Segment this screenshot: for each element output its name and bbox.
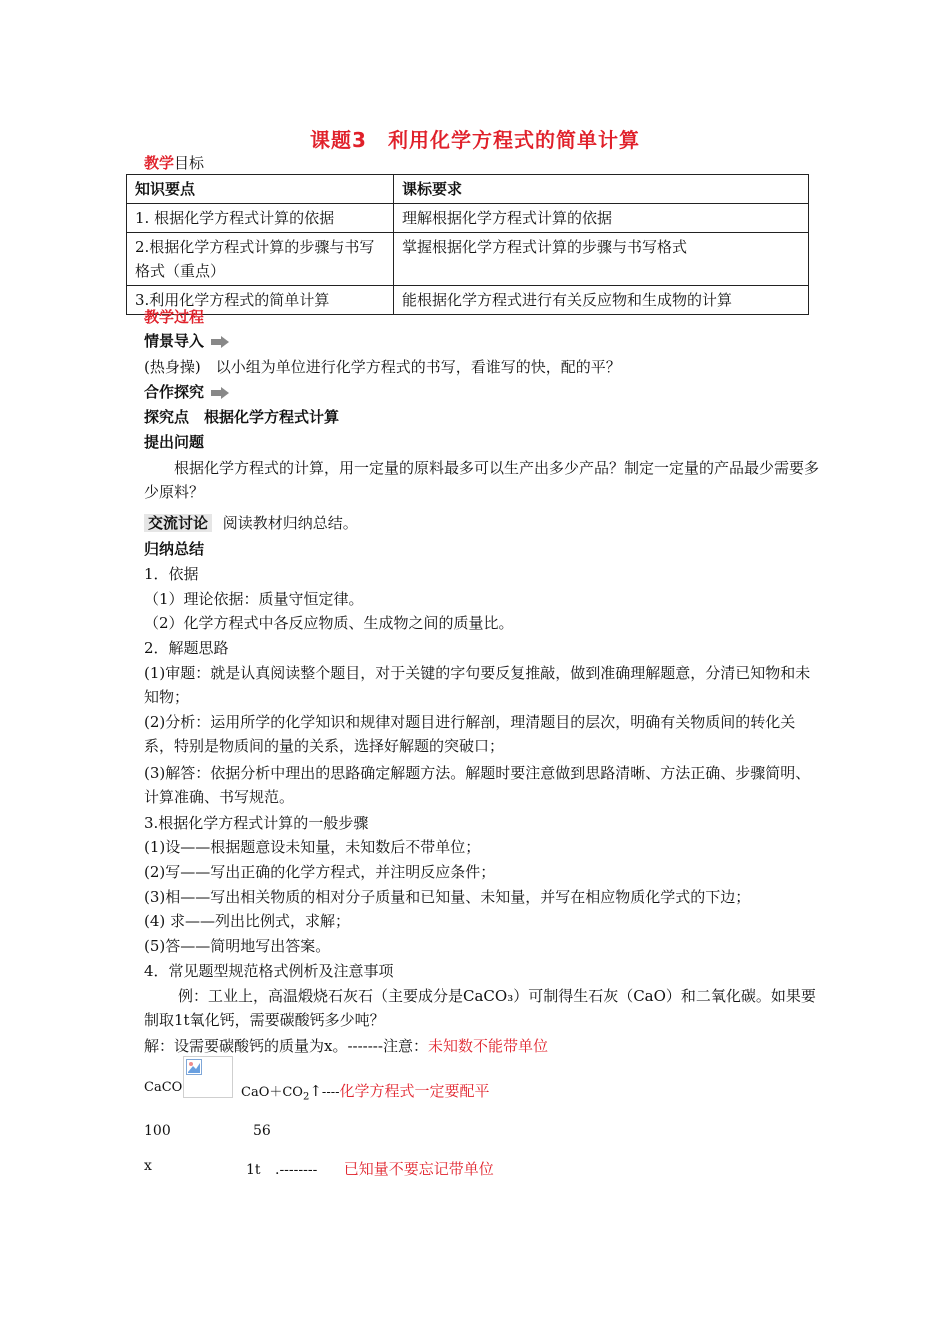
- equation-right: [241, 1080, 490, 1103]
- table-cell: 理解根据化学方程式计算的依据: [394, 204, 809, 233]
- step-4: (4) 求——列出比例式，求解；: [144, 912, 351, 930]
- solution-line: [144, 1035, 548, 1056]
- discuss-heading: 交流讨论: [144, 514, 212, 532]
- known-note: 已知量不要忘记带单位: [343, 1160, 494, 1178]
- example-heading: 4．常见题型规范格式例析及注意事项: [144, 962, 394, 980]
- intro-text: (热身操) 以小组为单位进行化学方程式的书写，看谁写的快，配的平？: [144, 358, 621, 376]
- table-header-cell: 知识要点: [127, 175, 394, 204]
- step-5: (5)答——简明地写出答案。: [144, 937, 331, 955]
- approach-heading: 2．解题思路: [144, 639, 229, 657]
- discuss-text: 阅读教材归纳总结。: [222, 514, 358, 532]
- solution-note: 未知数不能带单位: [427, 1037, 548, 1055]
- mass-row-2-a: x: [144, 1158, 152, 1174]
- question-heading: 提出问题: [144, 433, 205, 451]
- known-value: 1t: [246, 1162, 261, 1178]
- explore-point: 探究点 根据化学方程式计算: [144, 408, 340, 426]
- approach-item-1: (1)审题：就是认真阅读整个题目，对于关键的字句要反复推敲，做到准确理解题意，分清已知物和未知物；: [144, 664, 811, 706]
- basis-heading: 1．依据: [144, 565, 199, 583]
- goals-table: [126, 174, 809, 315]
- table-row: [127, 204, 809, 233]
- broken-image-icon: [186, 1059, 202, 1075]
- basis-item-1: （1）理论依据：质量守恒定律。: [144, 590, 364, 608]
- table-header-row: [127, 175, 809, 204]
- approach-item-3: (3)解答：依据分析中理出的思路确定解题方法。解题时要注意做到思路清晰、方法正确、步骤简明、计算准确、书写规范。: [144, 764, 811, 806]
- formula-products: CaO＋CO: [241, 1085, 303, 1100]
- example-text: 例：工业上，高温煅烧石灰石（主要成分是CaCO₃）可制得生石灰（CaO）和二氧化碳。如果要制取1t氧化钙，需要碳酸钙多少吨？: [144, 987, 816, 1029]
- table-header-cell: 课标要求: [394, 175, 809, 204]
- gas-arrow: ↑: [309, 1082, 322, 1100]
- basis-item-2: （2）化学方程式中各反应物质、生成物之间的质量比。: [144, 614, 514, 632]
- objective-heading: [144, 152, 204, 173]
- equation-dashes: ----: [321, 1085, 340, 1100]
- known-dashes: .--------: [275, 1162, 318, 1178]
- formula-subscript: 2: [302, 1091, 310, 1103]
- table-cell: 3.利用化学方程式的简单计算: [127, 286, 394, 315]
- intro-heading: 情景导入: [144, 332, 205, 350]
- steps-heading: 3.根据化学方程式计算的一般步骤: [144, 814, 369, 832]
- arrow-right-icon: [211, 387, 229, 399]
- coop-heading: 合作探究: [144, 383, 205, 401]
- table-row: [127, 286, 809, 315]
- mass-row-1-b: 56: [253, 1123, 271, 1139]
- summary-heading: 归纳总结: [144, 540, 205, 558]
- objective-label: 目标: [174, 154, 205, 172]
- table-row: [127, 233, 809, 286]
- step-3: (3)相——写出相关物质的相对分子质量和已知量、未知量，并写在相应物质化学式的下边；: [144, 888, 751, 906]
- table-cell: 2.根据化学方程式计算的步骤与书写格式（重点）: [127, 233, 394, 286]
- table-cell: 1. 根据化学方程式计算的依据: [127, 204, 394, 233]
- coop-heading-line: [144, 381, 229, 402]
- process-heading: 教学过程: [144, 308, 205, 326]
- mass-row-2-b: [246, 1158, 494, 1179]
- intro-heading-line: [144, 330, 229, 351]
- objective-red-label: 教学: [144, 154, 175, 172]
- equation-left: [144, 1080, 189, 1098]
- table-cell: 掌握根据化学方程式计算的步骤与书写格式: [394, 233, 809, 286]
- table-cell: 能根据化学方程式进行有关反应物和生成物的计算: [394, 286, 809, 315]
- arrow-right-icon: [211, 336, 229, 348]
- solution-text: 解：设需要碳酸钙的质量为x。-------注意：: [144, 1037, 428, 1055]
- equation-note: 化学方程式一定要配平: [339, 1082, 490, 1100]
- approach-item-2: (2)分析：运用所学的化学知识和规律对题目进行解剖，理清题目的层次，明确有关物质间的转化关系，特别是物质间的量的关系，选择好解题的突破口；: [144, 713, 796, 755]
- reaction-condition-image: [183, 1056, 233, 1098]
- formula-caco3: CaCO: [144, 1080, 183, 1095]
- question-text: 根据化学方程式的计算，用一定量的原料最多可以生产出多少产品？制定一定量的产品最少需要多少原料？: [144, 459, 820, 501]
- step-2: (2)写——写出正确的化学方程式，并注明反应条件；: [144, 863, 496, 881]
- step-1: (1)设——根据题意设未知量，未知数后不带单位；: [144, 838, 481, 856]
- discuss-line: [144, 512, 358, 533]
- page-title: 课题3 利用化学方程式的简单计算: [310, 128, 640, 152]
- mass-row-1-a: 100: [144, 1123, 171, 1139]
